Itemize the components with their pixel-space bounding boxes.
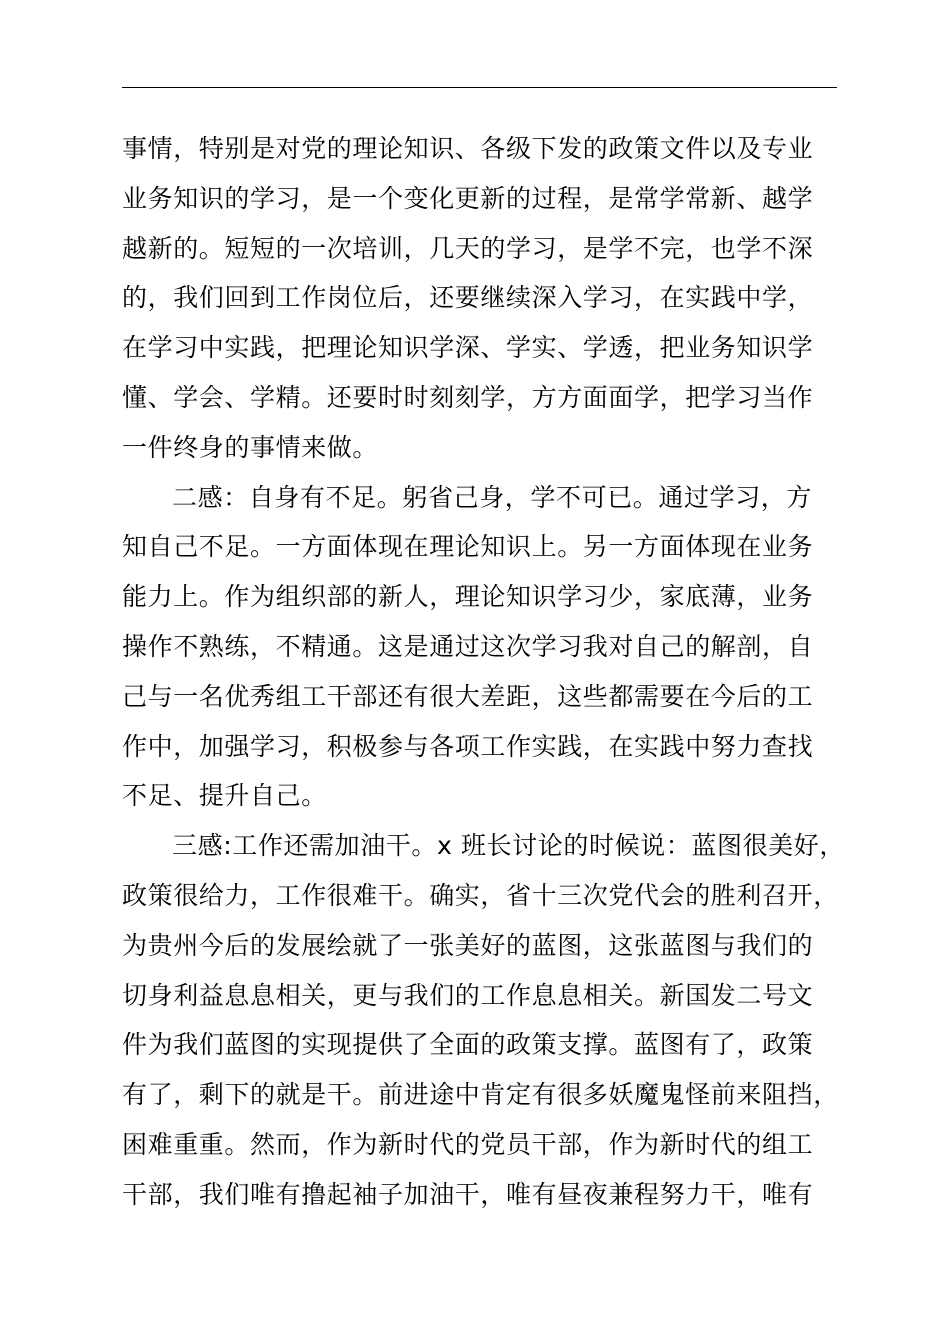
text-line: 不足、提升自己。 xyxy=(122,781,327,811)
text-line: 己与一名优秀组工干部还有很大差距，这些都需要在今后的工 xyxy=(122,681,814,711)
text-line: 一件终身的事情来做。 xyxy=(122,432,379,462)
text-line: 越新的。短短的一次培训，几天的学习，是学不完，也学不深 xyxy=(122,233,814,263)
text-line: 操作不熟练，不精通。这是通过这次学习我对自己的解剖，自 xyxy=(122,631,814,661)
text-line: 切身利益息息相关，更与我们的工作息息相关。新国发二号文 xyxy=(122,980,814,1010)
text-line: 为贵州今后的发展绘就了一张美好的蓝图，这张蓝图与我们的 xyxy=(122,930,814,960)
text-line: 件为我们蓝图的实现提供了全面的政策支撑。蓝图有了，政策 xyxy=(122,1030,814,1060)
text-line: 二感：自身有不足。躬省己身，学不可已。通过学习，方 xyxy=(172,482,813,512)
text-line: 懂、学会、学精。还要时时刻刻学，方方面面学，把学习当作 xyxy=(122,382,814,412)
text-line: 作中，加强学习，积极参与各项工作实践，在实践中努力查找 xyxy=(122,731,814,761)
text-line: 有了，剩下的就是干。前进途中肯定有很多妖魔鬼怪前来阻挡， xyxy=(122,1080,839,1110)
document-body xyxy=(122,124,845,1220)
paragraph-1 xyxy=(122,124,842,473)
text-line: 政策很给力，工作很难干。确实，省十三次党代会的胜利召开， xyxy=(122,880,839,910)
text-line: 在学习中实践，把理论知识学深、学实、学透，把业务知识学 xyxy=(122,333,814,363)
text-line: 干部，我们唯有撸起袖子加油干，唯有昼夜兼程努力干，唯有 xyxy=(122,1179,814,1209)
text-line: 能力上。作为组织部的新人，理论知识学习少，家底薄，业务 xyxy=(122,582,814,612)
paragraph-2 xyxy=(122,473,842,822)
text-line: 事情，特别是对党的理论知识、各级下发的政策文件以及专业 xyxy=(122,134,814,163)
header-rule xyxy=(122,87,837,88)
text-line: 的，我们回到工作岗位后，还要继续深入学习，在实践中学， xyxy=(122,283,814,313)
text-line: 三感:工作还需加油干。x 班长讨论的时候说：蓝图很美好， xyxy=(172,831,845,861)
text-line: 知自己不足。一方面体现在理论知识上。另一方面体现在业务 xyxy=(122,532,814,562)
text-line: 困难重重。然而，作为新时代的党员干部，作为新时代的组工 xyxy=(122,1129,814,1159)
text-line: 业务知识的学习，是一个变化更新的过程，是常学常新、越学 xyxy=(122,183,814,213)
paragraph-3 xyxy=(122,821,845,1219)
